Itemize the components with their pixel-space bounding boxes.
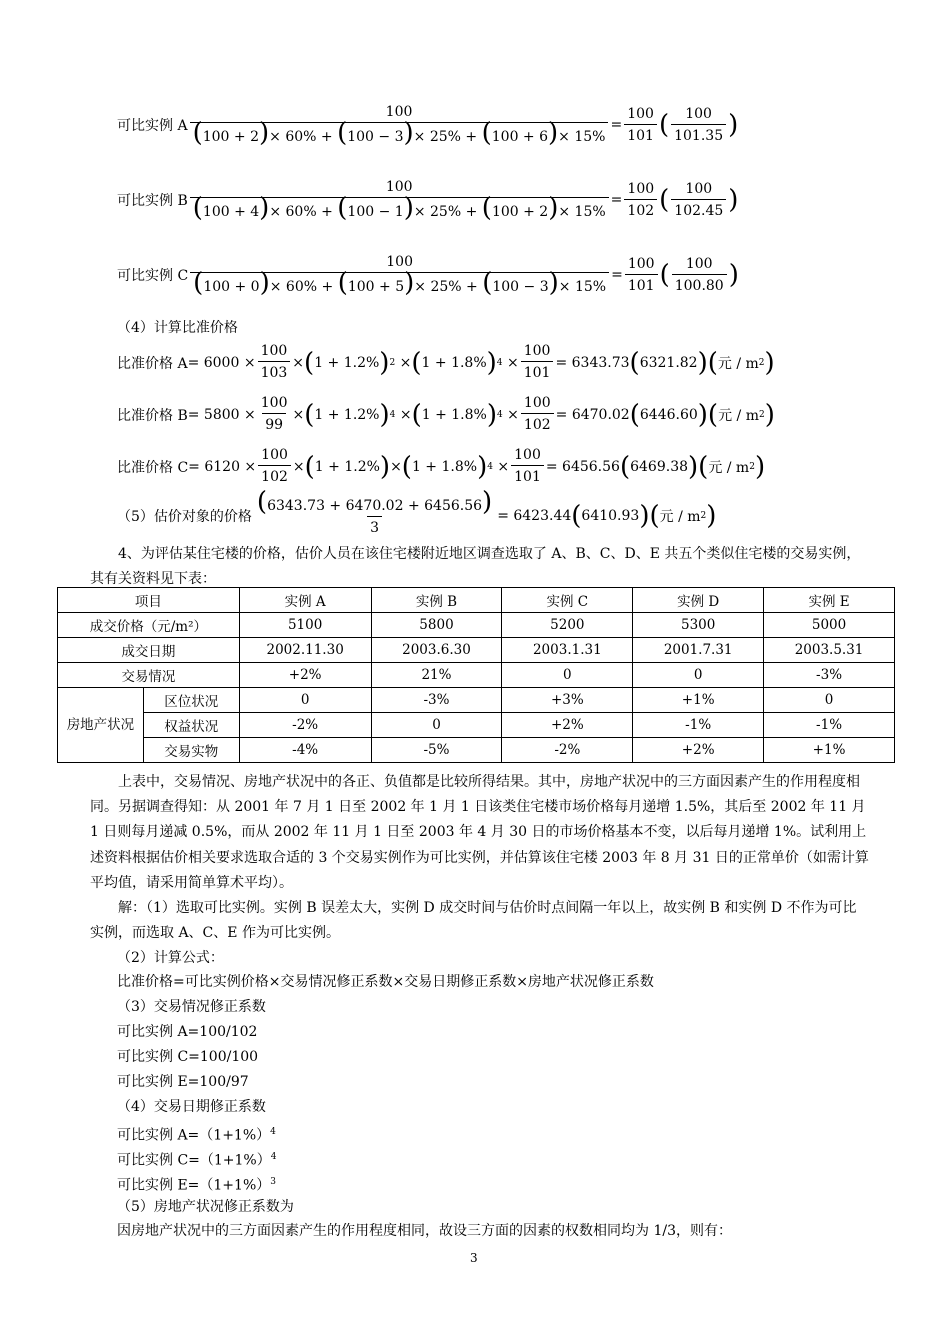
- step3-heading: （3）交易情况修正系数: [117, 999, 266, 1015]
- trade-adj-e: 可比实例 E=100/97: [117, 1074, 249, 1090]
- adj-eq-c: 可比实例 C $\frac{100}{(100 + 0)\times 60\% + (100 + 5)\times 25\% + (100 - 3)\times 15\%}$ = $\frac{100}{101}$ ( $\frac{100}{100.80}$ ): [117, 254, 739, 298]
- adj-eq-alt: $\frac{100}{101.35}$: [671, 104, 726, 147]
- table-row: 成交价格（元/m²） 5100 5800 5200 5300 5000: [58, 613, 895, 638]
- page-number: 3: [470, 1251, 478, 1265]
- trade-adj-c: 可比实例 C=100/100: [117, 1049, 259, 1065]
- step4-heading: （4）计算比准价格: [117, 320, 238, 336]
- adj-eq-label: 可比实例 B: [117, 193, 188, 209]
- solution-paragraph: 解：（1）选取可比实例。实例 B 误差太大，实例 D 成交时间与估价时点间隔一年以上，故实例 B 和实例 D 不作为可比实例，而选取 A、C、E 作为可比实例。: [90, 900, 857, 942]
- table-row: 权益状况 -2% 0 +2% -1% -1%: [58, 713, 895, 738]
- step5-eq: （5）估价对象的价格 $\frac{(6343.73 + 6470.02 + 6456.56)}{3}$ = 6423.44 ( 6410.93 )( 元 / m 2 ): [117, 492, 716, 539]
- adj-eq-alt: $\frac{100}{100.80}$: [672, 254, 727, 297]
- adj-eq-result: $\frac{100}{101}$: [625, 254, 658, 297]
- step2-heading: （2）计算公式：: [117, 950, 224, 966]
- adj-eq-fraction: $\frac{100}{(100 + 0)\times 60\% + (100 + 5)\times 25\% + (100 - 3)\times 15\%}$: [190, 252, 609, 298]
- price-eq-c: 比准价格 C = 6120 × $\frac{100}{102}$ × ( 1 + 1.2% ) × ( 1 + 1.8% ) 4 × $\frac{100}{101}$ = 6456.56 ( 6469.38 )( 元 / m 2 ): [117, 445, 765, 488]
- date-adj-a: 可比实例 $A=(1+1\%)^4$: [117, 1127, 276, 1144]
- adj-eq-alt: $\frac{100}{102.45}$: [671, 179, 726, 222]
- adj-eq-label: 可比实例 C: [117, 268, 189, 284]
- trade-adj-a: 可比实例 A=100/102: [117, 1024, 258, 1040]
- table-row: 交易情况 +2% 21% 0 0 -3%: [58, 663, 895, 688]
- adj-eq-label: 可比实例 A: [117, 118, 188, 134]
- price-eq-b: 比准价格 B = 5800 × $\frac{100}{99}$ × ( 1 + 1.2% ) 4 × ( 1 + 1.8% ) 4 × $\frac{100}{102}$ = 6470.02 ( 6446.60 )( 元 / m 2 ): [117, 393, 775, 436]
- step5b-heading: （5）房地产状况修正系数为: [117, 1199, 294, 1215]
- price-eq-a: 比准价格 A = 6000 × $\frac{100}{103}$ × ( 1 + 1.2% ) 2 × ( 1 + 1.8% ) 4 × $\frac{100}{101}$ = 6343.73 ( 6321.82 )( 元 / m 2 ): [117, 341, 775, 384]
- adj-eq-fraction: $\frac{100}{(100 + 4)\times 60\% + (100 - 1)\times 25\% + (100 + 2)\times 15\%}$: [190, 177, 609, 223]
- table-row: 交易实物 -4% -5% -2% +2% +1%: [58, 738, 895, 763]
- adj-eq-b: 可比实例 B $\frac{100}{(100 + 4)\times 60\% + (100 - 1)\times 25\% + (100 + 2)\times 15\%}$ = $\frac{100}{102}$ ( $\frac{100}{102.45}$ ): [117, 179, 739, 223]
- formula-line: 比准价格=可比实例价格×交易情况修正系数×交易日期修正系数×房地产状况修正系数: [117, 974, 654, 990]
- adj-eq-a: 可比实例 A $\frac{100}{(100 + 2)\times 60\% + (100 - 3)\times 25\% + (100 + 6)\times 15\%}$ = $\frac{100}{101}$ ( $\frac{100}{101.35}$ ): [117, 104, 739, 148]
- adj-eq-fraction: $\frac{100}{(100 + 2)\times 60\% + (100 - 3)\times 25\% + (100 + 6)\times 15\%}$: [190, 102, 609, 148]
- weights-line: 因房地产状况中的三方面因素产生的作用程度相同，故设三方面的因素的权数相同均为 1/3，则有：: [117, 1223, 732, 1239]
- date-adj-c: 可比实例 $C=(1+1\%)^4$: [117, 1152, 277, 1169]
- group-label: 房地产状况: [58, 688, 144, 763]
- step4b-heading: （4）交易日期修正系数: [117, 1099, 266, 1115]
- transaction-table: [57, 587, 895, 763]
- problem-paragraph: 上表中，交易情况、房地产状况中的各正、负值都是比较所得结果。其中，房地产状况中的三方面因素产生的作用程度相同。另据调查得知：从 2001 年 7 月 1 日至 2002 年 1 月 1 日该类住宅楼市场价格每月递增 1.5%，其后至 2002 年 11 月 1 日则每月递减 0.5%，而从 2002 年 11 月 1 日至 2003 年 4 月 30 日的市场价格基本不变，以后每月递增 1%。试利用上述资料根据估价相关要求选取合适的 3 个交易实例作为可比实例，并估算该住宅楼 2003 年 8 月 31 日的正常单价（如需计算平均值，请采用简单算术平均）。: [90, 774, 869, 891]
- table-row: 成交日期 2002.11.30 2003.6.30 2003.1.31 2001.7.31 2003.5.31: [58, 638, 895, 663]
- adj-eq-result: $\frac{100}{102}$: [624, 179, 657, 222]
- table-row: 房地产状况 区位状况 0 -3% +3% +1% 0: [58, 688, 895, 713]
- adj-eq-result: $\frac{100}{101}$: [624, 104, 657, 147]
- question-4-intro: 4、为评估某住宅楼的价格，估价人员在该住宅楼附近地区调查选取了 A、B、C、D、E 共五个类似住宅楼的交易实例，其有关资料见下表：: [90, 546, 861, 588]
- table-header-row: 项目 实例 A 实例 B 实例 C 实例 D 实例 E: [58, 588, 895, 613]
- date-adj-e: 可比实例 $E=(1+1\%)^3$: [117, 1177, 276, 1194]
